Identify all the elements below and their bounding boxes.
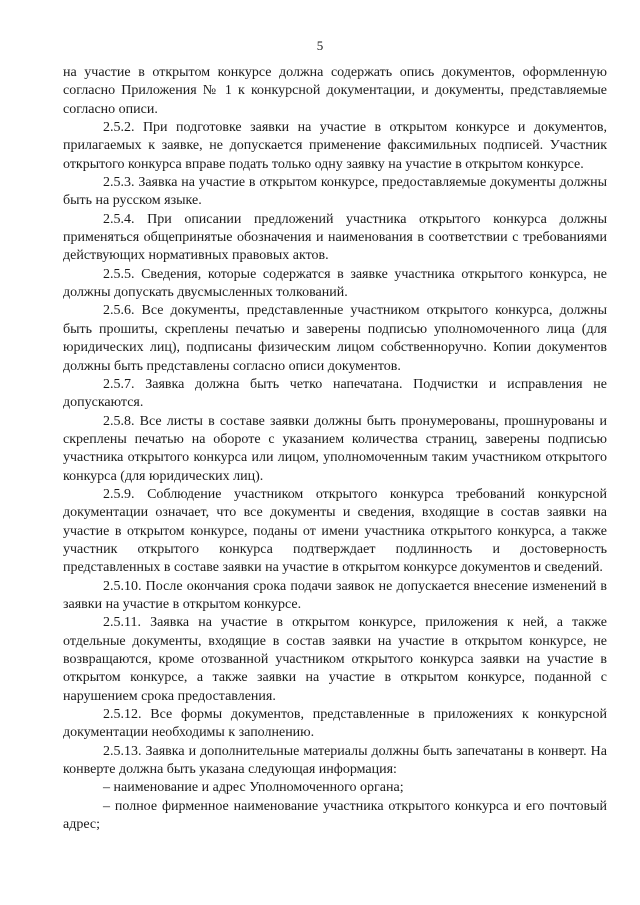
paragraph-2-5-9: 2.5.9. Соблюдение участником открытого конкурса требований конкурсной документации означает, что все документы и сведения, входящие в состав заявки на участие в открытом конкурсе, поданы от имени участника открытого конкурса, а также участник открытого конкурса подтверждает подлинность и достоверность представленных в составе заявки на участие в открытом конкурсе документов и сведений.: [63, 486, 607, 576]
paragraph-2-5-12: 2.5.12. Все формы документов, представленные в приложениях к конкурсной документации необходимы к заполнению.: [63, 707, 607, 741]
page-number: 5: [316, 38, 324, 53]
paragraph-2-5-4: 2.5.4. При описании предложений участника открытого конкурса должны применяться общепринятые обозначения и наименования в соответствии с требованиями действующих нормативных правовых актов.: [63, 211, 607, 264]
paragraph-2-5-8: 2.5.8. Все листы в составе заявки должны быть пронумерованы, прошнурованы и скреплены печатью на обороте с указанием количества страниц, заверены подписью участника открытого конкурса или лицом, уполномоченным таким участником открытого конкурса (для юридических лиц).: [63, 413, 607, 484]
paragraph-2-5-10: 2.5.10. После окончания срока подачи заявок не допускается внесение изменений в заявки на участие в открытом конкурсе.: [63, 578, 607, 612]
paragraph-2-5-6: 2.5.6. Все документы, представленные участником открытого конкурса, должны быть прошиты, скреплены печатью и заверены подписью уполномоченного лица (для юридических лиц), подписаны физическим лицом собственноручно. Копии документов должны быть представлены согласно описи документов.: [63, 303, 607, 374]
paragraph-2-5-13: 2.5.13. Заявка и дополнительные материалы должны быть запечатаны в конверт. На конверте должна быть указана следующая информация:: [63, 743, 607, 778]
list-item-authority-address: – наименование и адрес Уполномоченного органа;: [103, 780, 404, 796]
paragraph-2-5-5: 2.5.5. Сведения, которые содержатся в заявке участника открытого конкурса, не должны допускать двусмысленных толкований.: [63, 266, 607, 301]
paragraph-2-5-7: 2.5.7. Заявка должна быть четко напечатана. Подчистки и исправления не допускаются.: [63, 376, 607, 411]
list-item-participant-name: – полное фирменное наименование участника открытого конкурса и его почтовый адрес;: [63, 798, 607, 833]
document-body: [63, 64, 607, 834]
paragraph-2-5-3: 2.5.3. Заявка на участие в открытом конкурсе, предоставляемые документы должны быть на русском языке.: [63, 175, 607, 209]
paragraph-2-5-2: 2.5.2. При подготовке заявки на участие в открытом конкурсе и документов, прилагаемых к заявке, не допускается применение факсимильных подписей. Участник открытого конкурса вправе подать только одну заявку на участие в открытом конкурсе.: [63, 120, 607, 172]
paragraph-2-5-11: 2.5.11. Заявка на участие в открытом конкурсе, приложения к ней, а также отдельные документы, входящие в состав заявки на участие в открытом конкурсе, не возвращаются, кроме отозванной участником открытого конкурса заявки на участие в открытом конкурсе, а также заявки на участие в открытом конкурсе, поданной с нарушением срока предоставления.: [63, 615, 607, 704]
paragraph-continuation: на участие в открытом конкурсе должна содержать опись документов, оформленную согласно Приложения № 1 к конкурсной документации, и документы, представляемые согласно описи.: [63, 65, 607, 117]
